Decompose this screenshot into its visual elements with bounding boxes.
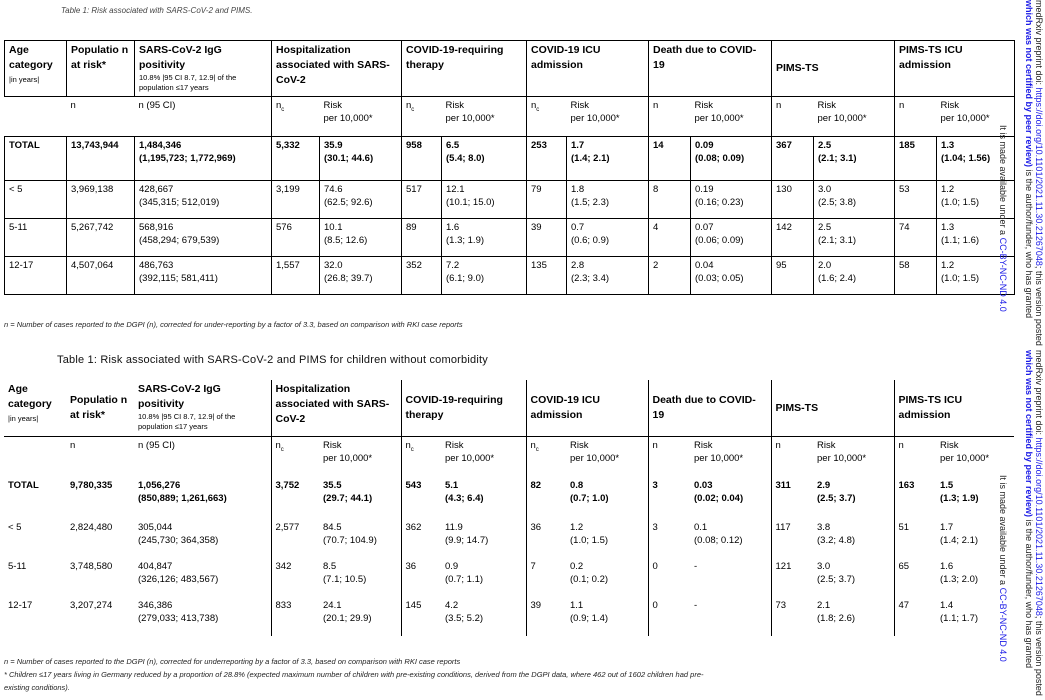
table1 — [4, 40, 1015, 295]
subheader-nc: $n_c$ — [271, 437, 319, 477]
count-cell: 36 — [526, 519, 566, 558]
risk-cell: 6.5 (5.4; 8.0) — [442, 137, 527, 181]
table2-footnote-2-cont: existing conditions). — [4, 683, 70, 692]
count-cell: 47 — [894, 597, 936, 636]
table2-footnote-1: n = Number of cases reported to the DGPI (n), corrected for underreporting by a factor of 3.3, based on comparison with RKI case reports — [4, 657, 461, 666]
risk-cell: 1.2 (1.0; 1.5) — [937, 257, 1015, 295]
risk-cell: 10.1 (8.5; 12.6) — [320, 219, 402, 257]
count-cell: 65 — [894, 558, 936, 597]
population-cell: 3,969,138 — [67, 181, 135, 219]
risk-cell: 7.2 (6.1; 9.0) — [442, 257, 527, 295]
header-hospitalization: Hospitalization associated with SARS-CoV-2 — [272, 41, 402, 97]
table1-subheader-row — [5, 97, 1015, 137]
header-therapy: COVID-19-requiring therapy — [402, 41, 527, 97]
count-cell: 0 — [648, 558, 690, 597]
count-cell: 7 — [526, 558, 566, 597]
table-row — [4, 558, 1014, 597]
doi-link[interactable]: https://doi.org/10.1101/2021.11.30.21267048 — [1034, 87, 1044, 266]
header-age: Age category |in years| — [4, 380, 66, 437]
count-cell: 362 — [401, 519, 441, 558]
count-cell: 36 — [401, 558, 441, 597]
risk-cell: 1.8 (1.5; 2.3) — [567, 181, 649, 219]
count-cell: 8 — [649, 181, 691, 219]
risk-cell: 0.09 (0.08; 0.09) — [691, 137, 772, 181]
subheader-n: n — [649, 97, 691, 137]
table2 — [4, 380, 1014, 636]
subheader-n: n — [771, 437, 813, 477]
count-cell: 79 — [527, 181, 567, 219]
count-cell: 3 — [648, 477, 690, 519]
subheader-risk: Risk per 10,000* — [814, 97, 895, 137]
population-cell: 13,743,944 — [67, 137, 135, 181]
risk-cell: 2.1 (1.8; 2.6) — [817, 599, 856, 624]
count-cell: 53 — [895, 181, 937, 219]
header-age: Age category |in years| — [5, 41, 67, 97]
population-cell: 2,824,480 — [70, 521, 113, 533]
count-cell: 311 — [771, 477, 813, 519]
subheader-risk: Risk per 10,000* — [442, 97, 527, 137]
table2-subheader-row — [4, 437, 1014, 477]
risk-cell: 1.3 (1.1; 1.6) — [937, 219, 1015, 257]
risk-cell: 8.5 (7.1; 10.5) — [323, 560, 367, 585]
count-cell: 82 — [526, 477, 566, 519]
count-cell: 51 — [894, 519, 936, 558]
igg-cell: 1,056,276 (850,889; 1,261,663) — [138, 479, 227, 504]
risk-cell: 35.5 (29.7; 44.1) — [323, 479, 373, 504]
subheader-n: n — [648, 437, 690, 477]
count-cell: 3,199 — [272, 181, 320, 219]
risk-cell: 1.5 (1.3; 1.9) — [940, 479, 979, 504]
age-cell: TOTAL — [5, 137, 67, 181]
count-cell: 5,332 — [272, 137, 320, 181]
count-cell: 576 — [272, 219, 320, 257]
header-hospitalization: Hospitalization associated with SARS-CoV-2 — [271, 380, 401, 437]
count-cell: 185 — [895, 137, 937, 181]
subheader-nc: $n_c$ — [527, 97, 567, 137]
risk-cell: 0.03 (0.02; 0.04) — [694, 479, 744, 504]
subheader-n: n — [70, 440, 76, 451]
count-cell: 833 — [271, 597, 319, 636]
table1-footnote: n = Number of cases reported to the DGPI (n), corrected for under-reporting by a factor of 3.3, based on comparison with RKI case reports — [4, 320, 463, 329]
risk-cell: 24.1 (20.1; 29.9) — [323, 599, 372, 624]
risk-cell: 1.6 (1.3; 1.9) — [442, 219, 527, 257]
table2-caption: Table 1: Risk associated with SARS-CoV-2 and PIMS for children without comorbidity — [57, 354, 488, 366]
risk-cell: 2.5 (2.1; 3.1) — [814, 137, 895, 181]
subheader-n-ci: n (95 CI) — [138, 440, 175, 451]
header-pims: PIMS-TS — [772, 41, 895, 97]
preprint-watermark-line1: medRxiv preprint doi: https://doi.org/10.1101/2021.11.30.21267048; this version posted — [1034, 0, 1044, 346]
header-igg: SARS-CoV-2 IgG positivity 10.8% |95 CI 8.7, 12.9| of the population ≤17 years — [135, 41, 272, 97]
risk-cell: 1.4 (1.1; 1.7) — [940, 599, 979, 624]
count-cell: 1,557 — [272, 257, 320, 295]
risk-cell: 1.3 (1.04; 1.56) — [937, 137, 1015, 181]
subheader-n: n — [772, 97, 814, 137]
header-pims: PIMS-TS — [771, 380, 894, 437]
subheader-n: n — [894, 437, 936, 477]
risk-cell: 12.1 (10.1; 15.0) — [442, 181, 527, 219]
risk-cell: 0.2 (0.1; 0.2) — [570, 560, 609, 585]
license-watermark-2: It is made available under a CC-BY-NC-ND 4.0 — [998, 475, 1008, 662]
count-cell: 142 — [772, 219, 814, 257]
risk-cell: 1.1 (0.9; 1.4) — [570, 599, 609, 624]
table-row — [5, 137, 1015, 181]
subheader-n: n — [895, 97, 937, 137]
subheader-n: n — [67, 97, 135, 137]
count-cell: 121 — [771, 558, 813, 597]
risk-cell: 5.1 (4.3; 6.4) — [445, 479, 484, 504]
count-cell: 3,752 — [271, 477, 319, 519]
count-cell: 145 — [401, 597, 441, 636]
population-cell: 5,267,742 — [67, 219, 135, 257]
igg-cell: 568,916 (458,294; 679,539) — [135, 219, 272, 257]
age-cell: 5-11 — [8, 560, 27, 572]
count-cell: 253 — [527, 137, 567, 181]
igg-cell: 404,847 (326,126; 483,567) — [138, 560, 219, 585]
risk-cell: 0.07 (0.06; 0.09) — [691, 219, 772, 257]
subheader-nc: $n_c$ — [272, 97, 320, 137]
table-row — [4, 597, 1014, 636]
table-row — [5, 219, 1015, 257]
header-icu: COVID-19 ICU admission — [527, 41, 649, 97]
table1-header-row — [5, 41, 1015, 97]
subheader-risk: Risk per 10,000* — [323, 440, 373, 464]
table-row — [5, 257, 1015, 295]
risk-cell: 1.2 (1.0; 1.5) — [570, 521, 609, 546]
subheader-risk: Risk per 10,000* — [567, 97, 649, 137]
risk-cell: 11.9 (9.9; 14.7) — [445, 521, 489, 546]
igg-cell: 346,386 (279,033; 413,738) — [138, 599, 219, 624]
igg-cell: 305,044 (245,730; 364,358) — [138, 521, 219, 546]
igg-cell: 428,667 (345,315; 512,019) — [135, 181, 272, 219]
count-cell: 58 — [895, 257, 937, 295]
header-death: Death due to COVID-19 — [649, 41, 772, 97]
subheader-risk: Risk per 10,000* — [817, 440, 867, 464]
risk-cell: 2.9 (2.5; 3.7) — [817, 479, 856, 504]
risk-cell: 2.0 (1.6; 2.4) — [814, 257, 895, 295]
count-cell: 135 — [527, 257, 567, 295]
subheader-nc: $n_c$ — [401, 437, 441, 477]
risk-cell: 1.2 (1.0; 1.5) — [937, 181, 1015, 219]
risk-cell: 35.9 (30.1; 44.6) — [320, 137, 402, 181]
preprint-watermark-line1b: medRxiv preprint doi: https://doi.org/10.1101/2021.11.30.21267048; this version posted — [1034, 350, 1044, 696]
risk-cell: 2.8 (2.3; 3.4) — [567, 257, 649, 295]
count-cell: 0 — [648, 597, 690, 636]
license-watermark-1: It is made available under a CC-BY-NC-ND 4.0 — [998, 125, 1008, 312]
count-cell: 74 — [895, 219, 937, 257]
population-cell: 9,780,335 — [70, 479, 113, 491]
subheader-risk: Risk per 10,000* — [940, 440, 990, 464]
count-cell: 352 — [402, 257, 442, 295]
table-row — [4, 519, 1014, 558]
header-pims-icu: PIMS-TS ICU admission — [895, 41, 1015, 97]
risk-cell: - — [694, 599, 698, 611]
age-cell: TOTAL — [8, 479, 39, 491]
age-cell: 5-11 — [5, 219, 67, 257]
table-row — [4, 477, 1014, 519]
count-cell: 163 — [894, 477, 936, 519]
subheader-n-ci: n (95 CI) — [135, 97, 272, 137]
header-igg: SARS-CoV-2 IgG positivity 10.8% |95 CI 8.7, 12.9| of the population ≤17 years — [134, 380, 271, 437]
risk-cell: 32.0 (26.8; 39.7) — [320, 257, 402, 295]
risk-cell: 3.0 (2.5; 3.8) — [814, 181, 895, 219]
count-cell: 517 — [402, 181, 442, 219]
count-cell: 367 — [772, 137, 814, 181]
subheader-risk: Risk per 10,000* — [694, 440, 744, 464]
risk-cell: 0.19 (0.16; 0.23) — [691, 181, 772, 219]
subheader-risk: Risk per 10,000* — [570, 440, 620, 464]
risk-cell: 0.04 (0.03; 0.05) — [691, 257, 772, 295]
header-icu: COVID-19 ICU admission — [526, 380, 648, 437]
count-cell: 2 — [649, 257, 691, 295]
license-link[interactable]: CC-BY-NC-ND 4.0 — [998, 237, 1008, 312]
count-cell: 39 — [526, 597, 566, 636]
subheader-nc: $n_c$ — [402, 97, 442, 137]
age-cell: < 5 — [5, 181, 67, 219]
age-cell: < 5 — [8, 521, 22, 533]
count-cell: 73 — [771, 597, 813, 636]
population-cell: 3,748,580 — [70, 560, 113, 572]
header-population: Populatio n at risk* — [66, 380, 134, 437]
igg-cell: 486,763 (392,115; 581,411) — [135, 257, 272, 295]
population-cell: 4,507,064 — [67, 257, 135, 295]
subheader-risk: Risk per 10,000* — [937, 97, 1015, 137]
header-pims-icu: PIMS-TS ICU admission — [894, 380, 1014, 437]
table2-header-row — [4, 380, 1014, 437]
table1-caption: Table 1: Risk associated with SARS-CoV-2 and PIMS. — [61, 6, 253, 15]
preprint-watermark-line2b: which was not certified by peer review) is the author/funder, who has granted — [1024, 350, 1034, 669]
subheader-nc: $n_c$ — [526, 437, 566, 477]
risk-cell: 0.8 (0.7; 1.0) — [570, 479, 609, 504]
count-cell: 130 — [772, 181, 814, 219]
subheader-risk: Risk per 10,000* — [320, 97, 402, 137]
risk-cell: 84.5 (70.7; 104.9) — [323, 521, 377, 546]
risk-cell: 0.1 (0.08; 0.12) — [694, 521, 743, 546]
count-cell: 14 — [649, 137, 691, 181]
risk-cell: 1.7 (1.4; 2.1) — [567, 137, 649, 181]
risk-cell: 2.5 (2.1; 3.1) — [814, 219, 895, 257]
risk-cell: 4.2 (3.5; 5.2) — [445, 599, 484, 624]
count-cell: 89 — [402, 219, 442, 257]
subheader-risk: Risk per 10,000* — [445, 440, 495, 464]
risk-cell: 74.6 (62.5; 92.6) — [320, 181, 402, 219]
risk-cell: 0.7 (0.6; 0.9) — [567, 219, 649, 257]
table2-footnote-2: * Children ≤17 years living in Germany reduced by a proportion of 28.8% (expected maximum number of children with pre-existing conditions, derived from the DGPI data, where 462 out of 1602 children had pre- — [4, 670, 704, 679]
count-cell: 543 — [401, 477, 441, 519]
risk-cell: 0.9 (0.7; 1.1) — [445, 560, 484, 585]
count-cell: 2,577 — [271, 519, 319, 558]
count-cell: 342 — [271, 558, 319, 597]
preprint-watermark-line2: which was not certified by peer review) is the author/funder, who has granted — [1024, 0, 1034, 319]
subheader-risk: Risk per 10,000* — [691, 97, 772, 137]
header-death: Death due to COVID-19 — [648, 380, 771, 437]
risk-cell: 3.0 (2.5; 3.7) — [817, 560, 856, 585]
count-cell: 4 — [649, 219, 691, 257]
count-cell: 958 — [402, 137, 442, 181]
risk-cell: 1.6 (1.3; 2.0) — [940, 560, 979, 585]
count-cell: 95 — [772, 257, 814, 295]
risk-cell: 1.7 (1.4; 2.1) — [940, 521, 979, 546]
igg-cell: 1,484,346 (1,195,723; 1,772,969) — [135, 137, 272, 181]
doi-link[interactable]: https://doi.org/10.1101/2021.11.30.21267048 — [1034, 437, 1044, 616]
count-cell: 3 — [648, 519, 690, 558]
license-link[interactable]: CC-BY-NC-ND 4.0 — [998, 587, 1008, 662]
population-cell: 3,207,274 — [70, 599, 113, 611]
header-therapy: COVID-19-requiring therapy — [401, 380, 526, 437]
age-cell: 12-17 — [8, 599, 33, 611]
risk-cell: - — [694, 560, 698, 572]
count-cell: 39 — [527, 219, 567, 257]
table-row — [5, 181, 1015, 219]
count-cell: 117 — [771, 519, 813, 558]
risk-cell: 3.8 (3.2; 4.8) — [817, 521, 856, 546]
age-cell: 12-17 — [5, 257, 67, 295]
header-population: Populatio n at risk* — [67, 41, 135, 97]
